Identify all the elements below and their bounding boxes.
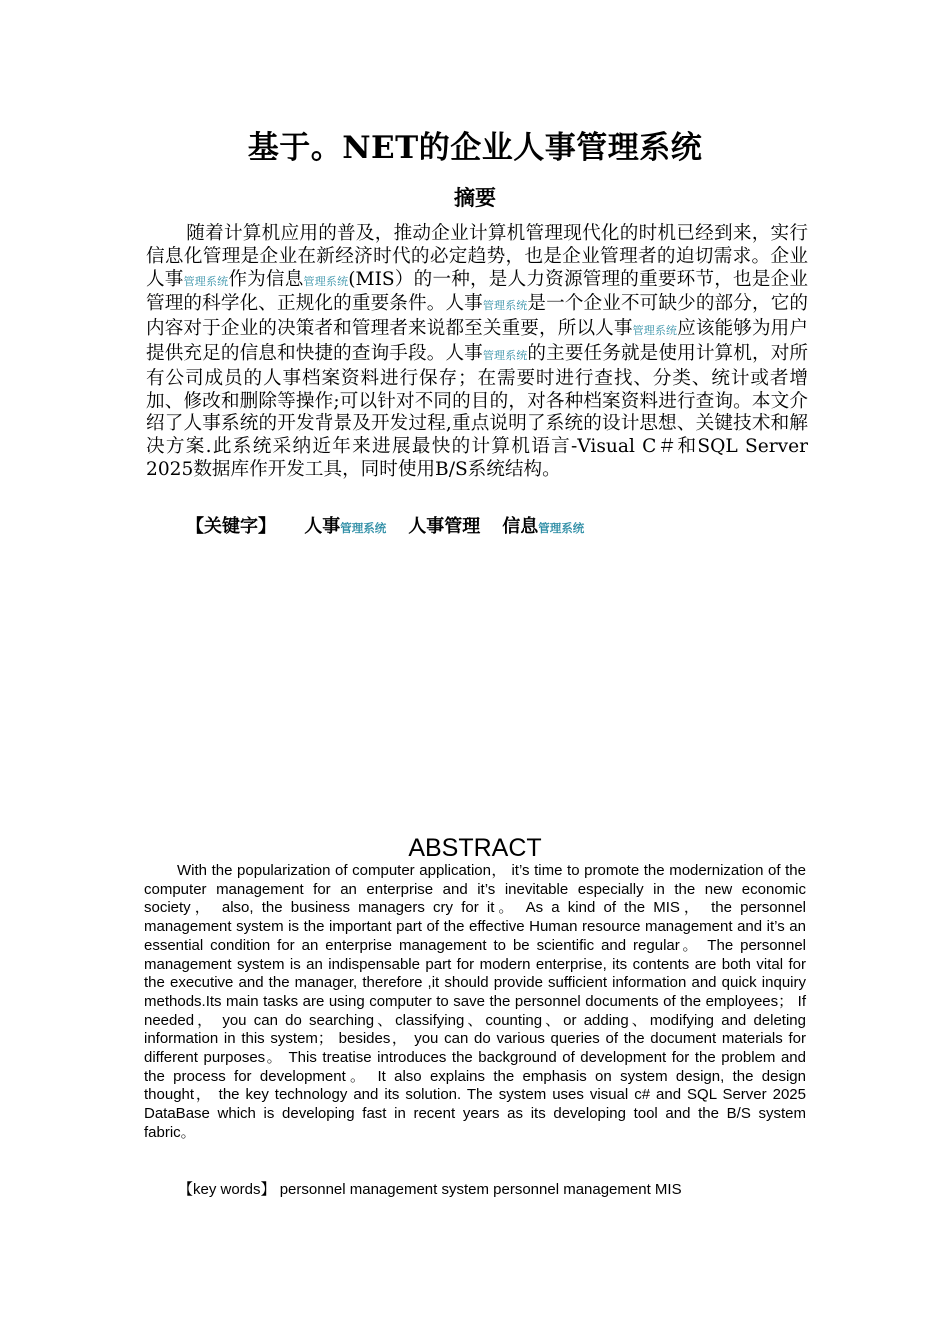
abstract-body-en <box>144 862 806 1143</box>
keywords-cn <box>186 513 806 542</box>
body-text-segment: 的主要任务就是使用计算机，对所有公司成员的人事档案资料进行保存；在需要时进行查找、分类、统计或者增加、修改和删除等操作;可以针对不同的目的，对各种档案资料进行查询。本文介绍了人事系统的开发背景及开发过程,重点说明了系统的设计思想、关键技术和解决方案.此系统采纳近年来进展最快的计算机语言-Visual C＃和SQL Server 2025数据库作开发工具，同时使用B/S系统结构。 <box>146 342 808 480</box>
small-link-text: 管理系统 <box>340 521 387 535</box>
keywords-list-en: personnel management system personnel management MIS <box>279 1181 682 1198</box>
body-text-segment: 作为信息 <box>228 268 304 290</box>
body-text-segment: 随着计算机应用的普及，推动企业计算机管理现代化的时机已经到来，实行信息化管理是企业在新经济时代的必定趋势，也是企业管理者的迫切需求。企业人事 <box>146 223 808 290</box>
small-link-text: 管理系统 <box>482 299 528 313</box>
body-text-segment: 是一个企业不可缺少的部分，它的内容对于企业的决策者和管理者来说都至关重要，所以人事 <box>146 293 808 340</box>
small-link-text: 管理系统 <box>183 274 229 288</box>
keyword-text: 人事 <box>304 516 341 537</box>
keyword-text: 人事管理 <box>408 516 481 537</box>
keywords-en <box>178 1180 818 1200</box>
keyword-item <box>304 516 386 537</box>
keyword-item <box>502 516 584 537</box>
small-link-text: 管理系统 <box>538 521 585 535</box>
page-title: 基于。NET的企业人事管理系统 <box>247 130 703 166</box>
abstract-heading-cn: 摘要 <box>454 186 496 210</box>
body-text-segment: (MIS）的一种，是人力资源管理的重要环节，也是企业管理的科学化、正规化的重要条件。人事 <box>146 268 808 315</box>
keyword-item <box>408 516 480 537</box>
abstract-body-cn <box>146 223 808 482</box>
abstract-heading-en: ABSTRACT <box>408 834 542 862</box>
body-text-segment: 应该能够为用户提供充足的信息和快捷的查询手段。人事 <box>146 318 808 364</box>
keywords-label-cn: 【关键字】 <box>186 516 276 537</box>
keywords-label-en: 【key words】 <box>178 1181 276 1198</box>
abstract-text-en: With the popularization of computer application， it’s time to promote the modernization of the computer management for an enterprise and it’s inevitable especially in the new economic society， also, the business managers cry for it。 As a kind of the MIS， the personnel management system is the important part of the effective Human resource management and it’s an essential condition for an enterprise management to be scientific and regular。 The personnel management system is an indispensable part for modern enterprise, its contents are both vital for the executive and the manager, therefore ,it should provide sufficient information and quick inquiry methods.Its main tasks are using computer to save the personnel documents of the employees； If needed， you can do searching、classifying、counting、or adding、modifying and deleting information in this system； besides， you can do various queries of the document materials for different purposes。 This treatise introduces the background of development for the problem and the process for development。 It also explains the emphasis on system design, the design thought， the key technology and its solution. The system uses visual c# and SQL Server 2025 DataBase which is developing fast in recent years as its developing tool and the B/S system fabric。 <box>144 862 806 1141</box>
small-link-text: 管理系统 <box>303 274 349 288</box>
small-link-text: 管理系统 <box>482 348 528 362</box>
small-link-text: 管理系统 <box>632 324 678 338</box>
keyword-text: 信息 <box>502 516 539 537</box>
